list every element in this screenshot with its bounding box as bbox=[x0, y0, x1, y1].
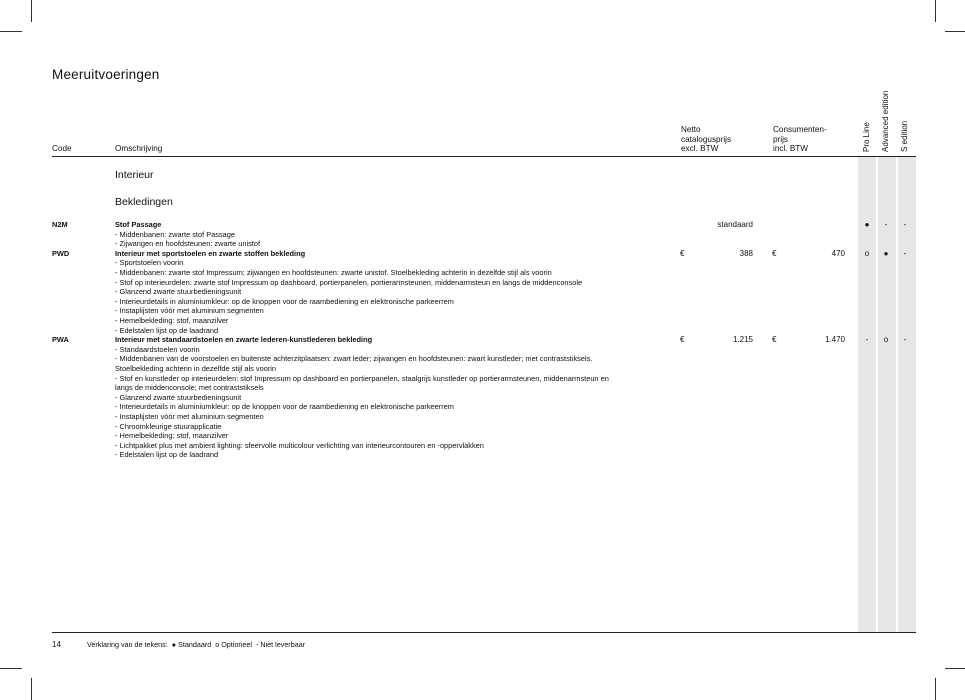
item-line: - Stof en kunstleder op interieurdelen: stof Impressum op dashboard en portierpanelen, staalgrijs kunstleder op portierarmsteunen, middenarmsteun en bbox=[115, 373, 609, 383]
subsection-title: Bekledingen bbox=[115, 196, 173, 208]
availability-marker: ● bbox=[883, 248, 889, 258]
availability-marker: o bbox=[864, 248, 870, 258]
item-line: Stoelbekleding achterin in dezelfde stijl als voorin bbox=[115, 364, 277, 373]
availability-marker: - bbox=[903, 248, 907, 258]
item-line: - Chroomkleurige stuurapplicatie bbox=[115, 421, 222, 431]
crop-mark bbox=[945, 668, 965, 669]
availability-marker: ● bbox=[864, 220, 870, 229]
item-line: - Interieurdetails in aluminiumkleur: op de knoppen voor de raambediening en elektronische parkeerrem bbox=[115, 296, 454, 306]
header-net-price: Netto catalogusprijs excl. BTW bbox=[681, 125, 732, 153]
crop-mark bbox=[935, 0, 936, 22]
item-line: - Hemelbekleding: stof, maanzilver bbox=[115, 316, 229, 325]
footer-rule bbox=[52, 632, 916, 633]
item-title: Stof Passage bbox=[115, 220, 162, 229]
header-description: Omschrijving bbox=[115, 144, 163, 153]
header-consumer-price: Consumenten- prijs incl. BTW bbox=[773, 125, 827, 153]
euro-symbol: € bbox=[680, 248, 685, 258]
item-title: Interieur met standaardstoelen en zwarte lederen-kunstlederen bekleding bbox=[115, 335, 373, 345]
page-number: 14 bbox=[52, 640, 61, 649]
item-line: - Edelstalen lijst op de laadrand bbox=[115, 450, 219, 460]
item-line: - Interieurdetails in aluminiumkleur: op de knoppen voor de raambediening en elektronische parkeerrem bbox=[115, 402, 454, 412]
item-line: - Lichtpakket plus met ambient lighting: sfeervolle multicolour verlichting van interieurcontouren en -oppervlakken bbox=[115, 440, 484, 450]
legend: Verklaring van de tekens: ● Standaard o Optioneel - Niet leverbaar bbox=[87, 640, 306, 649]
consumer-price: 470 bbox=[831, 248, 845, 258]
header-code: Code bbox=[52, 144, 72, 153]
crop-mark bbox=[31, 0, 32, 22]
net-price: standaard bbox=[717, 220, 753, 229]
item-line: - Sportstoelen voorin bbox=[115, 258, 184, 268]
item-line: - Edelstalen lijst op de laadrand bbox=[115, 325, 219, 335]
availability-marker: - bbox=[903, 335, 907, 345]
item-line: - Glanzend zwarte stuurbedieningsunit bbox=[115, 392, 242, 402]
item-line: - Stof op interieurdelen: zwarte stof Impressum op dashboard, portierpanelen, portierarmsteunen, middenarmsteun en langs de middenconsole bbox=[115, 277, 583, 287]
availability-marker: - bbox=[903, 220, 907, 229]
item-line: - Instaplijsten vóór met aluminium segmenten bbox=[115, 412, 264, 421]
availability-marker: - bbox=[884, 220, 888, 229]
availability-marker: o bbox=[883, 335, 889, 345]
item-line: - Glanzend zwarte stuurbedieningsunit bbox=[115, 287, 242, 297]
net-price: 1.215 bbox=[732, 335, 753, 345]
header-pro-line: Pro Line bbox=[862, 122, 871, 152]
item-code: PWD bbox=[52, 248, 70, 258]
item-code: N2M bbox=[52, 220, 68, 229]
item-line: - Instaplijsten vóór met aluminium segmenten bbox=[115, 306, 264, 316]
crop-mark bbox=[0, 31, 22, 32]
euro-symbol: € bbox=[680, 335, 685, 345]
item-line: - Middenbanen: zwarte stof Passage bbox=[115, 229, 235, 239]
crop-mark bbox=[0, 668, 22, 669]
crop-mark bbox=[31, 678, 32, 700]
net-price: 388 bbox=[739, 248, 753, 258]
consumer-price: 1.470 bbox=[824, 335, 845, 345]
euro-symbol: € bbox=[772, 248, 777, 258]
item-line: - Zijwangen en hoofdsteunen: zwarte unistof bbox=[115, 239, 261, 249]
section-title: Interieur bbox=[115, 169, 154, 181]
item-line: - Hemelbekleding: stof, maanzilver bbox=[115, 431, 229, 441]
item-title: Interieur met sportstoelen en zwarte stoffen bekleding bbox=[115, 248, 306, 258]
crop-mark bbox=[945, 31, 965, 32]
item-line: - Middenbanen: zwarte stof Impressum; zijwangen en hoofdsteunen: zwarte unistof. Stoelbekleding achterin in dezelfde stijl als voorin bbox=[115, 268, 552, 277]
header-s-edition: S edition bbox=[900, 120, 909, 152]
item-code: PWA bbox=[52, 335, 69, 345]
header-rule bbox=[52, 156, 916, 157]
crop-mark bbox=[935, 678, 936, 700]
item-line: - Middenbanen van de voorstoelen en buitenste achterzitplaatsen: zwart leder; zijwangen en hoofdsteunen: zwart kunstleder; met contraststiksels. bbox=[115, 354, 593, 364]
item-line: - Standaardstoelen voorin bbox=[115, 344, 200, 354]
page-title: Meeruitvoeringen bbox=[52, 67, 160, 82]
availability-marker: - bbox=[865, 335, 869, 345]
item-line: langs de middenconsole; met contraststiksels bbox=[115, 383, 264, 393]
header-advanced-edition: Advanced edition bbox=[881, 90, 890, 152]
euro-symbol: € bbox=[772, 335, 777, 345]
